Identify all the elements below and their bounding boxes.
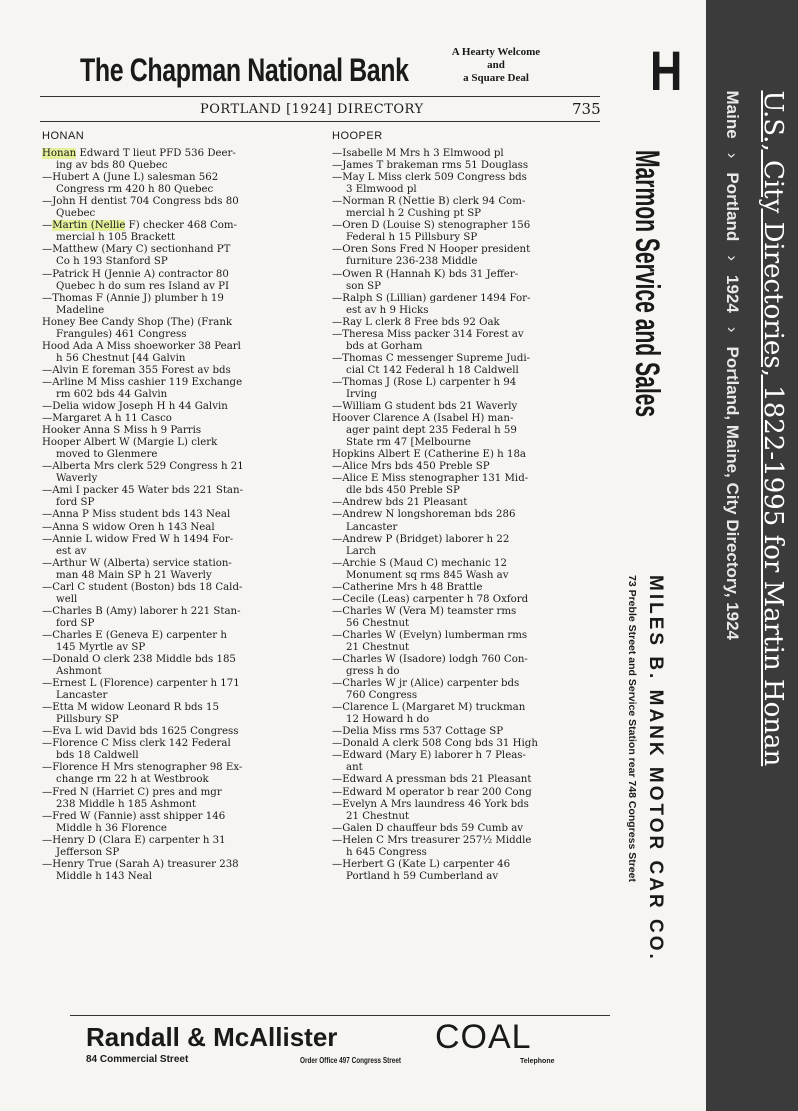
directory-entry xyxy=(332,823,594,835)
entry-line: change rm 22 h at Westbrook xyxy=(56,774,209,786)
entry-line: —Catherine Mrs h 48 Brattle xyxy=(332,581,483,593)
directory-entry xyxy=(332,220,594,244)
directory-entry xyxy=(42,485,304,509)
breadcrumb xyxy=(722,90,742,639)
entry-line: —Carl C student (Boston) bds 18 Cald- xyxy=(42,581,243,593)
directory-entry xyxy=(42,220,304,244)
entry-line: Ashmont xyxy=(56,666,102,678)
entry-line: Co h 193 Stanford SP xyxy=(56,256,168,268)
entry-line: —Andrew P (Bridget) laborer h 22 xyxy=(332,533,510,545)
entry-line: —Andrew bds 21 Pleasant xyxy=(332,497,468,509)
entry-line: State rm 47 [Melbourne xyxy=(346,437,471,449)
directory-entry xyxy=(332,654,594,678)
entry-line: dle bds 450 Preble SP xyxy=(346,485,460,497)
entry-line: —Cecile (Leas) carpenter h 78 Oxford xyxy=(332,593,529,605)
directory-entry xyxy=(332,702,594,726)
directory-entry xyxy=(42,702,304,726)
directory-entry xyxy=(42,413,304,425)
entry-line: ford SP xyxy=(56,497,95,509)
entry-line: —Edward A pressman bds 21 Pleasant xyxy=(332,774,532,786)
directory-entry xyxy=(332,317,594,329)
entry-line: —Thomas F (Annie J) plumber h 19 xyxy=(42,292,224,304)
entry-line: —Oren D (Louise S) stenographer 156 xyxy=(332,220,531,232)
entry-line: —Ralph S (Lillian) gardener 1494 For- xyxy=(332,292,531,304)
directory-entry xyxy=(42,437,304,461)
bank-slogan: A Hearty Welcome and a Square Deal xyxy=(451,46,541,84)
entry-line: —William G student bds 21 Waverly xyxy=(332,401,518,413)
entry-line: —Alice E Miss stenographer 131 Mid- xyxy=(332,473,529,485)
entry-line: —Thomas C messenger Supreme Judi- xyxy=(332,352,531,364)
entry-line: —Ray L clerk 8 Free bds 92 Oak xyxy=(332,316,500,328)
directory-entry xyxy=(42,401,304,413)
directory-entry xyxy=(42,811,304,835)
directory-entry xyxy=(332,594,594,606)
entry-line: —Patrick H (Jennie A) contractor 80 xyxy=(42,268,229,280)
entry-line: —Charles W (Isadore) lodgh 760 Con- xyxy=(332,654,528,666)
directory-entry xyxy=(332,353,594,377)
entry-line: h 645 Congress xyxy=(346,846,427,858)
entry-line: —John H dentist 704 Congress bds 80 xyxy=(42,196,239,208)
directory-entry xyxy=(332,148,594,160)
entry-line: ant xyxy=(346,762,363,774)
directory-entry xyxy=(332,582,594,594)
directory-entry xyxy=(332,196,594,220)
directory-entry xyxy=(332,473,594,497)
directory-entry xyxy=(42,365,304,377)
entry-line: —Alvin E foreman 355 Forest av bds xyxy=(42,364,231,376)
footer-advertiser: Randall & McAllister xyxy=(86,1022,338,1052)
directory-entry xyxy=(42,269,304,293)
footer-rule xyxy=(70,1015,610,1016)
entry-line: —May L Miss clerk 509 Congress bds xyxy=(332,172,527,184)
entry-line: Waverly xyxy=(56,473,98,485)
entry-line: —Edward M operator b rear 200 Cong xyxy=(332,786,532,798)
directory-entry xyxy=(332,413,594,449)
entry-line: —Donald O clerk 238 Middle bds 185 xyxy=(42,654,236,666)
right-column xyxy=(332,130,594,883)
directory-entry xyxy=(332,449,594,461)
entry-line: 145 Myrtle av SP xyxy=(56,641,146,653)
entry-line: —Clarence L (Margaret M) truckman xyxy=(332,702,526,714)
directory-entry xyxy=(42,148,304,172)
directory-entry xyxy=(42,172,304,196)
marmon-advertisement: Marmon Service and Sales xyxy=(628,150,666,418)
directory-entry xyxy=(332,293,594,317)
directory-entry xyxy=(332,497,594,509)
entry-line: —Matthew (Mary C) sectionhand PT xyxy=(42,244,231,256)
directory-entry xyxy=(332,738,594,750)
entry-line: ford SP xyxy=(56,617,95,629)
entry-line: —Margaret A h 11 Casco xyxy=(42,413,172,425)
entry-line: —Delia widow Joseph H h 44 Galvin xyxy=(42,401,228,413)
entry-line: Larch xyxy=(346,545,376,557)
directory-title: PORTLAND [1924] DIRECTORY xyxy=(200,102,424,117)
entry-line: —Anna P Miss student bds 143 Neal xyxy=(42,509,231,521)
directory-entry xyxy=(332,269,594,293)
search-match-highlight: Honan xyxy=(42,148,77,160)
entry-line: ing av bds 80 Quebec xyxy=(56,160,168,172)
directory-entry xyxy=(332,244,594,268)
entry-line: —Alberta Mrs clerk 529 Congress h 21 xyxy=(42,461,244,473)
entry-line: rm 602 bds 44 Galvin xyxy=(56,388,168,400)
directory-entry xyxy=(42,196,304,220)
entry-line: —Martin (Nellie F) checker 468 Com- xyxy=(42,220,237,232)
directory-entry xyxy=(332,726,594,738)
directory-entry xyxy=(42,509,304,521)
entry-line: ager paint dept 235 Federal h 59 xyxy=(346,425,517,437)
entry-line: —Isabelle M Mrs h 3 Elmwood pl xyxy=(332,148,504,160)
entry-line: —Theresa Miss packer 314 Forest av xyxy=(332,328,524,340)
directory-entry xyxy=(332,750,594,774)
entry-line: furniture 236-238 Middle xyxy=(346,256,478,268)
entry-line: Hooker Anna S Miss h 9 Parris xyxy=(42,425,202,437)
entry-line: Honey Bee Candy Shop (The) (Frank xyxy=(42,316,233,328)
entry-line: 12 Howard h do xyxy=(346,714,430,726)
entry-line: —Oren Sons Fred N Hooper president xyxy=(332,244,531,256)
directory-entry xyxy=(42,787,304,811)
entry-line: —Galen D chauffeur bds 59 Cumb av xyxy=(332,822,524,834)
mank-advertisement: MILES B. MANK MOTOR CAR CO. 73 Preble Street and Service Station rear 748 Congress Street xyxy=(626,575,666,962)
entry-line: —Thomas J (Rose L) carpenter h 94 xyxy=(332,376,517,388)
directory-entry xyxy=(42,341,304,365)
directory-entry xyxy=(42,678,304,702)
entry-line: —Norman R (Nettie B) clerk 94 Com- xyxy=(332,196,526,208)
entry-line: son SP xyxy=(346,280,381,292)
chevron-right-icon: › xyxy=(723,152,742,158)
entry-line: Monument sq rms 845 Wash av xyxy=(346,569,509,581)
entry-line: —Arthur W (Alberta) service station- xyxy=(42,557,232,569)
entry-line: mercial h 105 Brackett xyxy=(56,232,176,244)
directory-entry xyxy=(332,160,594,172)
directory-entry xyxy=(42,859,304,883)
directory-entry xyxy=(332,172,594,196)
directory-entry xyxy=(42,293,304,317)
entry-line: —Henry D (Clara E) carpenter h 31 xyxy=(42,834,226,846)
entry-line: est av xyxy=(56,545,87,557)
directory-entry xyxy=(42,582,304,606)
entry-line: Middle h 143 Neal xyxy=(56,870,153,882)
entry-line: Frangules) 461 Congress xyxy=(56,328,187,340)
entry-line: Congress rm 420 h 80 Quebec xyxy=(56,184,214,196)
entry-line: —Etta M widow Leonard R bds 15 xyxy=(42,702,219,714)
entry-line: —Henry True (Sarah A) treasurer 238 xyxy=(42,858,239,870)
entry-line: —Ernest L (Florence) carpenter h 171 xyxy=(42,678,240,690)
entry-line: man 48 Main SP h 21 Waverly xyxy=(56,569,212,581)
page-number: 735 xyxy=(572,100,601,118)
search-match-highlight: Martin (Nellie xyxy=(52,220,126,232)
entry-line: Lancaster xyxy=(346,521,398,533)
footer-coal: COAL xyxy=(435,1018,532,1056)
directory-entry xyxy=(42,534,304,558)
entry-line: well xyxy=(56,593,78,605)
entry-line: bds 18 Caldwell xyxy=(56,750,139,762)
entry-line: —Charles E (Geneva E) carpenter h xyxy=(42,629,227,641)
header-rule xyxy=(40,96,600,97)
breadcrumb-item-year[interactable]: 1924 xyxy=(723,274,742,313)
entry-line: Quebec h do sum res Island av PI xyxy=(56,280,230,292)
directory-entry xyxy=(42,630,304,654)
bank-advertisement: The Chapman National Bank xyxy=(80,52,409,88)
entry-line: Madeline xyxy=(56,304,105,316)
directory-entry xyxy=(332,630,594,654)
entry-line: Hooper Albert W (Margie L) clerk xyxy=(42,437,218,449)
record-sidebar xyxy=(706,0,798,1111)
entry-line: —Owen R (Hannah K) bds 31 Jeffer- xyxy=(332,268,519,280)
entry-line: —Charles W (Evelyn) lumberman rms xyxy=(332,629,528,641)
directory-entry xyxy=(42,317,304,341)
entry-line: Middle h 36 Florence xyxy=(56,822,167,834)
directory-entry xyxy=(332,329,594,353)
directory-entry xyxy=(332,774,594,786)
entry-line: Irving xyxy=(346,388,377,400)
directory-entry xyxy=(332,377,594,401)
entry-line: —Arline M Miss cashier 119 Exchange xyxy=(42,376,243,388)
entry-line: 238 Middle h 185 Ashmont xyxy=(56,798,197,810)
entry-line: 21 Chestnut xyxy=(346,810,410,822)
entry-line: bds at Gorham xyxy=(346,340,423,352)
record-title-link[interactable]: U.S., City Directories, 1822-1995 for Martin Honan xyxy=(758,90,788,766)
directory-entry xyxy=(42,558,304,582)
directory-entry xyxy=(42,726,304,738)
footer-telephone: Telephone xyxy=(520,1058,555,1065)
directory-entry xyxy=(332,787,594,799)
entry-line: —Charles W (Vera M) teamster rms xyxy=(332,605,517,617)
entry-line: —Florence C Miss clerk 142 Federal xyxy=(42,738,231,750)
entry-line: Federal h 15 Pillsbury SP xyxy=(346,232,478,244)
entry-line: —Anna S widow Oren h 143 Neal xyxy=(42,521,215,533)
entry-line: —Archie S (Maud C) mechanic 12 xyxy=(332,557,507,569)
entry-line: Honan Edward T lieut PFD 536 Deer- xyxy=(42,148,236,160)
directory-entry xyxy=(332,859,594,883)
directory-entry xyxy=(42,762,304,786)
directory-entry xyxy=(42,461,304,485)
entry-line: 760 Congress xyxy=(346,690,418,702)
directory-entry xyxy=(332,835,594,859)
directory-entry xyxy=(42,244,304,268)
directory-entry xyxy=(332,558,594,582)
entry-line: —Delia Miss rms 537 Cottage SP xyxy=(332,726,504,738)
entry-line: —Andrew N longshoreman bds 286 xyxy=(332,509,516,521)
breadcrumb-item-state[interactable]: Maine xyxy=(723,90,742,139)
chevron-right-icon: › xyxy=(723,326,742,332)
left-column xyxy=(42,130,304,883)
entry-line: —Edward (Mary E) laborer h 7 Pleas- xyxy=(332,750,526,762)
directory-entry xyxy=(332,534,594,558)
entry-line: —Charles W jr (Alice) carpenter bds xyxy=(332,678,520,690)
directory-entry xyxy=(42,738,304,762)
header-rule-lower xyxy=(40,121,600,122)
footer-order-office: Order Office 497 Congress Street xyxy=(300,1056,402,1065)
entry-line: 21 Chestnut xyxy=(346,641,410,653)
chevron-right-icon: › xyxy=(723,254,742,261)
breadcrumb-item-city[interactable]: Portland xyxy=(723,171,742,241)
entry-line: —Charles B (Amy) laborer h 221 Stan- xyxy=(42,605,241,617)
entry-line: Lancaster xyxy=(56,690,108,702)
directory-entry xyxy=(332,461,594,473)
entry-line: mercial h 2 Cushing pt SP xyxy=(346,208,482,220)
entry-line: Pillsbury SP xyxy=(56,714,119,726)
entry-line: h 56 Chestnut [44 Galvin xyxy=(56,352,186,364)
column-heading: HOOPER xyxy=(332,130,383,142)
section-letter: H xyxy=(650,39,683,102)
entry-line: moved to Glenmere xyxy=(56,449,158,461)
directory-entry xyxy=(42,654,304,678)
footer-address: 84 Commercial Street xyxy=(86,1054,189,1065)
entry-line: —Fred W (Fannie) asst shipper 146 xyxy=(42,810,226,822)
directory-entry xyxy=(42,425,304,437)
entry-line: Jefferson SP xyxy=(56,846,120,858)
entry-line: —Fred N (Harriet C) pres and mgr xyxy=(42,786,222,798)
directory-entry xyxy=(332,678,594,702)
entry-line: 3 Elmwood pl xyxy=(346,184,417,196)
entry-line: —Helen C Mrs treasurer 257½ Middle xyxy=(332,834,532,846)
entry-line: Hoover Clarence A (Isabel H) man- xyxy=(332,413,514,425)
directory-entry xyxy=(332,401,594,413)
entry-line: —Alice Mrs bds 450 Preble SP xyxy=(332,461,490,473)
entry-line: —Florence H Mrs stenographer 98 Ex- xyxy=(42,762,243,774)
entry-line: cial Ct 142 Federal h 18 Caldwell xyxy=(346,364,519,376)
entry-line: —Ami I packer 45 Water bds 221 Stan- xyxy=(42,485,244,497)
entry-line: —Evelyn A Mrs laundress 46 York bds xyxy=(332,798,529,810)
entry-line: Hopkins Albert E (Catherine E) h 18a xyxy=(332,449,527,461)
entry-line: —James T brakeman rms 51 Douglass xyxy=(332,160,529,172)
entry-line: 56 Chestnut xyxy=(346,617,410,629)
column-heading: HONAN xyxy=(42,130,85,142)
entry-line: —Donald A clerk 508 Cong bds 31 High xyxy=(332,738,538,750)
entry-line: —Annie L widow Fred W h 1494 For- xyxy=(42,533,234,545)
entry-line: Quebec xyxy=(56,208,96,220)
breadcrumb-item-directory[interactable]: Portland, Maine, City Directory, 1924 xyxy=(723,345,742,640)
entry-line: Hood Ada A Miss shoeworker 38 Pearl xyxy=(42,340,241,352)
directory-entry xyxy=(42,835,304,859)
directory-entry xyxy=(332,606,594,630)
entry-line: —Herbert G (Kate L) carpenter 46 xyxy=(332,858,511,870)
directory-entry xyxy=(42,522,304,534)
entry-line: —Hubert A (June L) salesman 562 xyxy=(42,172,219,184)
directory-entry xyxy=(332,799,594,823)
entry-line: est av h 9 Hicks xyxy=(346,304,429,316)
entry-line: gress h do xyxy=(346,666,400,678)
directory-entry xyxy=(42,377,304,401)
directory-entry xyxy=(332,509,594,533)
entry-line: —Eva L wid David bds 1625 Congress xyxy=(42,726,239,738)
directory-entry xyxy=(42,606,304,630)
entry-line: Portland h 59 Cumberland av xyxy=(346,870,499,882)
